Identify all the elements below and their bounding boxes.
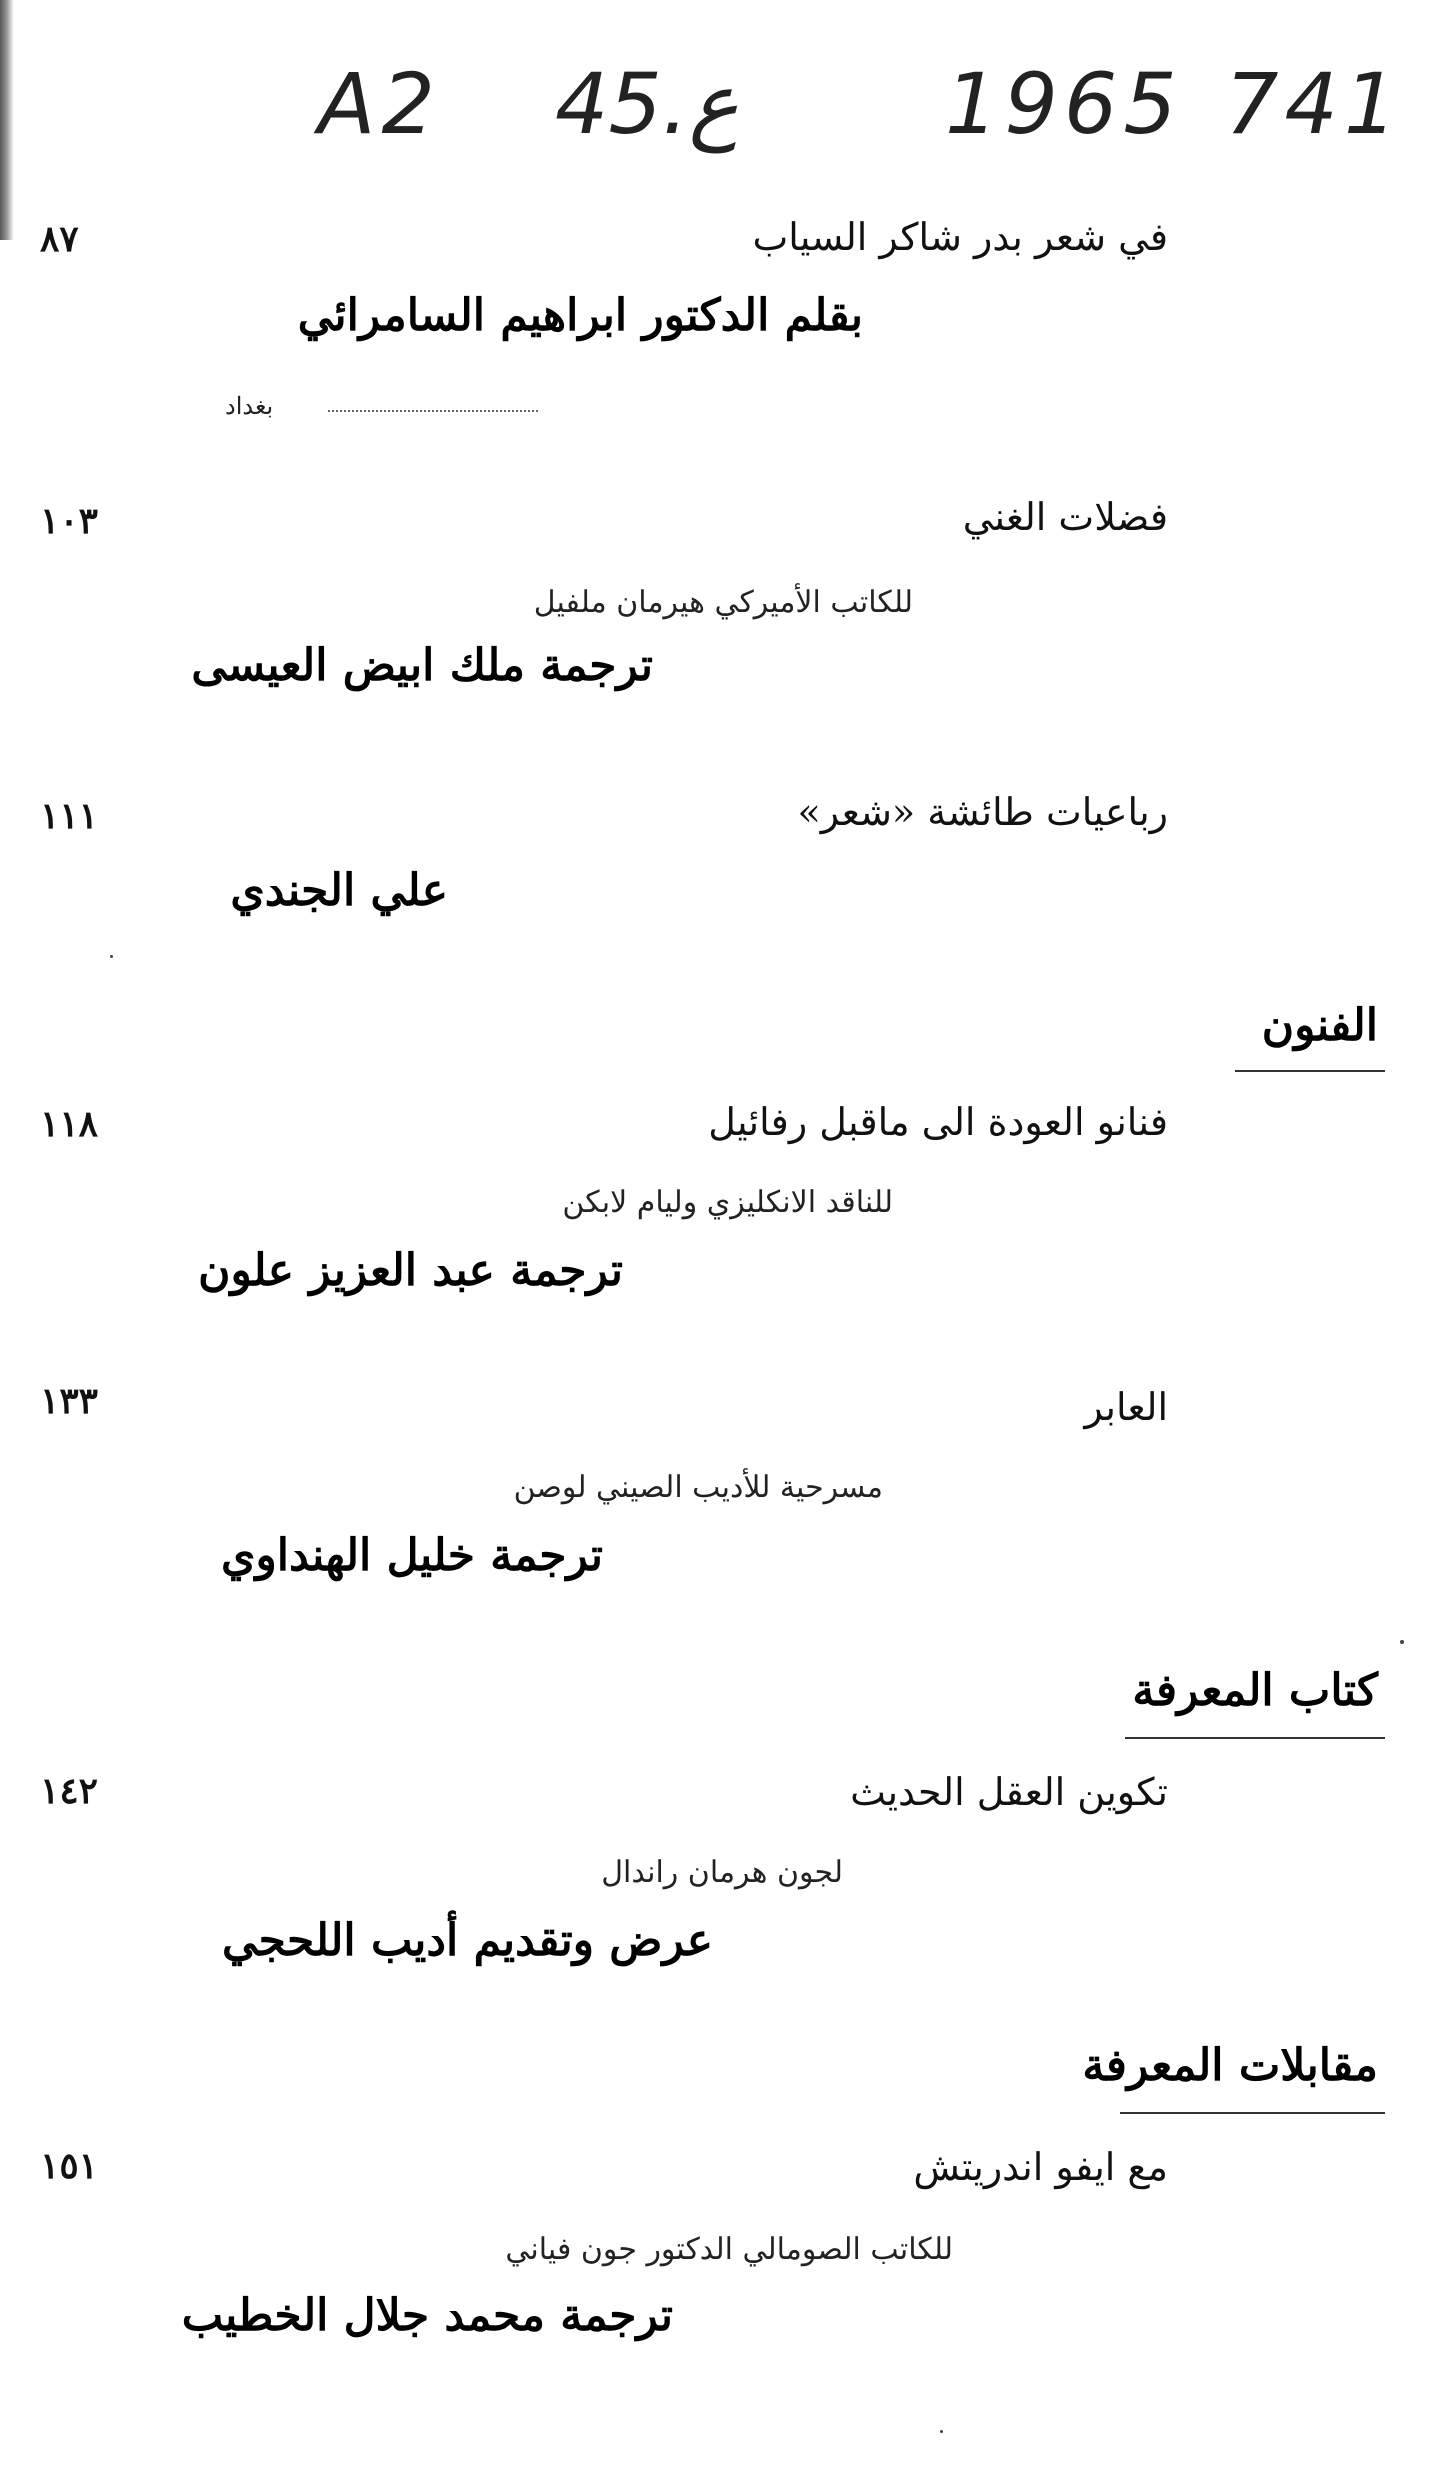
entry-title: فضلات الغني xyxy=(962,495,1168,539)
page-number: ١٥١ xyxy=(40,2145,99,2187)
section-heading: الفنون xyxy=(1261,1000,1378,1051)
entry-subtitle: للكاتب الأميركي هيرمان ملفيل xyxy=(533,585,913,620)
entry-title: مع ايفو اندريتش xyxy=(913,2145,1168,2189)
entry-subtitle: مسرحية للأديب الصيني لوصن xyxy=(513,1470,883,1505)
scan-speck xyxy=(940,2430,943,2433)
entry-subtitle: للناقد الانكليزي وليام لابكن xyxy=(562,1185,893,1220)
entry-subtitle: للكاتب الصومالي الدكتور جون فياني xyxy=(505,2232,953,2267)
page-number: ١٠٣ xyxy=(40,500,99,542)
section-underline xyxy=(1125,1737,1385,1739)
section-underline xyxy=(1235,1070,1385,1072)
entry-title: تكوين العقل الحديث xyxy=(850,1770,1168,1814)
leader-dots xyxy=(328,410,538,412)
entry-author: ترجمة خليل الهنداوي xyxy=(221,1530,603,1581)
page-number: ١١٨ xyxy=(40,1103,99,1145)
section-heading: كتاب المعرفة xyxy=(1132,1665,1378,1716)
scan-speck xyxy=(110,955,113,958)
handwritten-code-left: A2 xyxy=(318,55,441,153)
entry-title: في شعر بدر شاكر السياب xyxy=(752,215,1168,259)
page-number: ١٤٢ xyxy=(40,1770,99,1812)
section-underline xyxy=(1120,2112,1385,2114)
entry-author: ترجمة عبد العزيز علون xyxy=(198,1245,623,1296)
entry-title: رباعيات طائشة «شعر» xyxy=(797,790,1168,834)
handwritten-number: 741 xyxy=(1225,55,1404,153)
scan-edge-shadow xyxy=(0,0,14,240)
entry-author: عرض وتقديم أديب اللحجي xyxy=(221,1915,713,1966)
entry-title: العابر xyxy=(1084,1385,1168,1429)
entry-author: ترجمة ملك ابيض العيسى xyxy=(191,640,653,691)
entry-place: بغداد xyxy=(225,392,274,420)
page-number: ٨٧ xyxy=(40,218,79,260)
handwritten-year: 1965 xyxy=(945,55,1183,153)
entry-author: بقلم الدكتور ابراهيم السامرائي xyxy=(297,290,863,341)
entry-author: ترجمة محمد جلال الخطيب xyxy=(181,2290,673,2341)
entry-author: علي الجندي xyxy=(230,865,448,916)
entry-subtitle: لجون هرمان راندال xyxy=(601,1855,843,1890)
scan-speck xyxy=(1400,1640,1404,1644)
entry-title: فنانو العودة الى ماقبل رفائيل xyxy=(708,1100,1168,1144)
handwritten-code-mid: 45.ع xyxy=(555,55,739,153)
page-number: ١٣٣ xyxy=(40,1380,99,1422)
page-number: ١١١ xyxy=(40,795,99,837)
section-heading: مقابلات المعرفة xyxy=(1082,2040,1378,2091)
